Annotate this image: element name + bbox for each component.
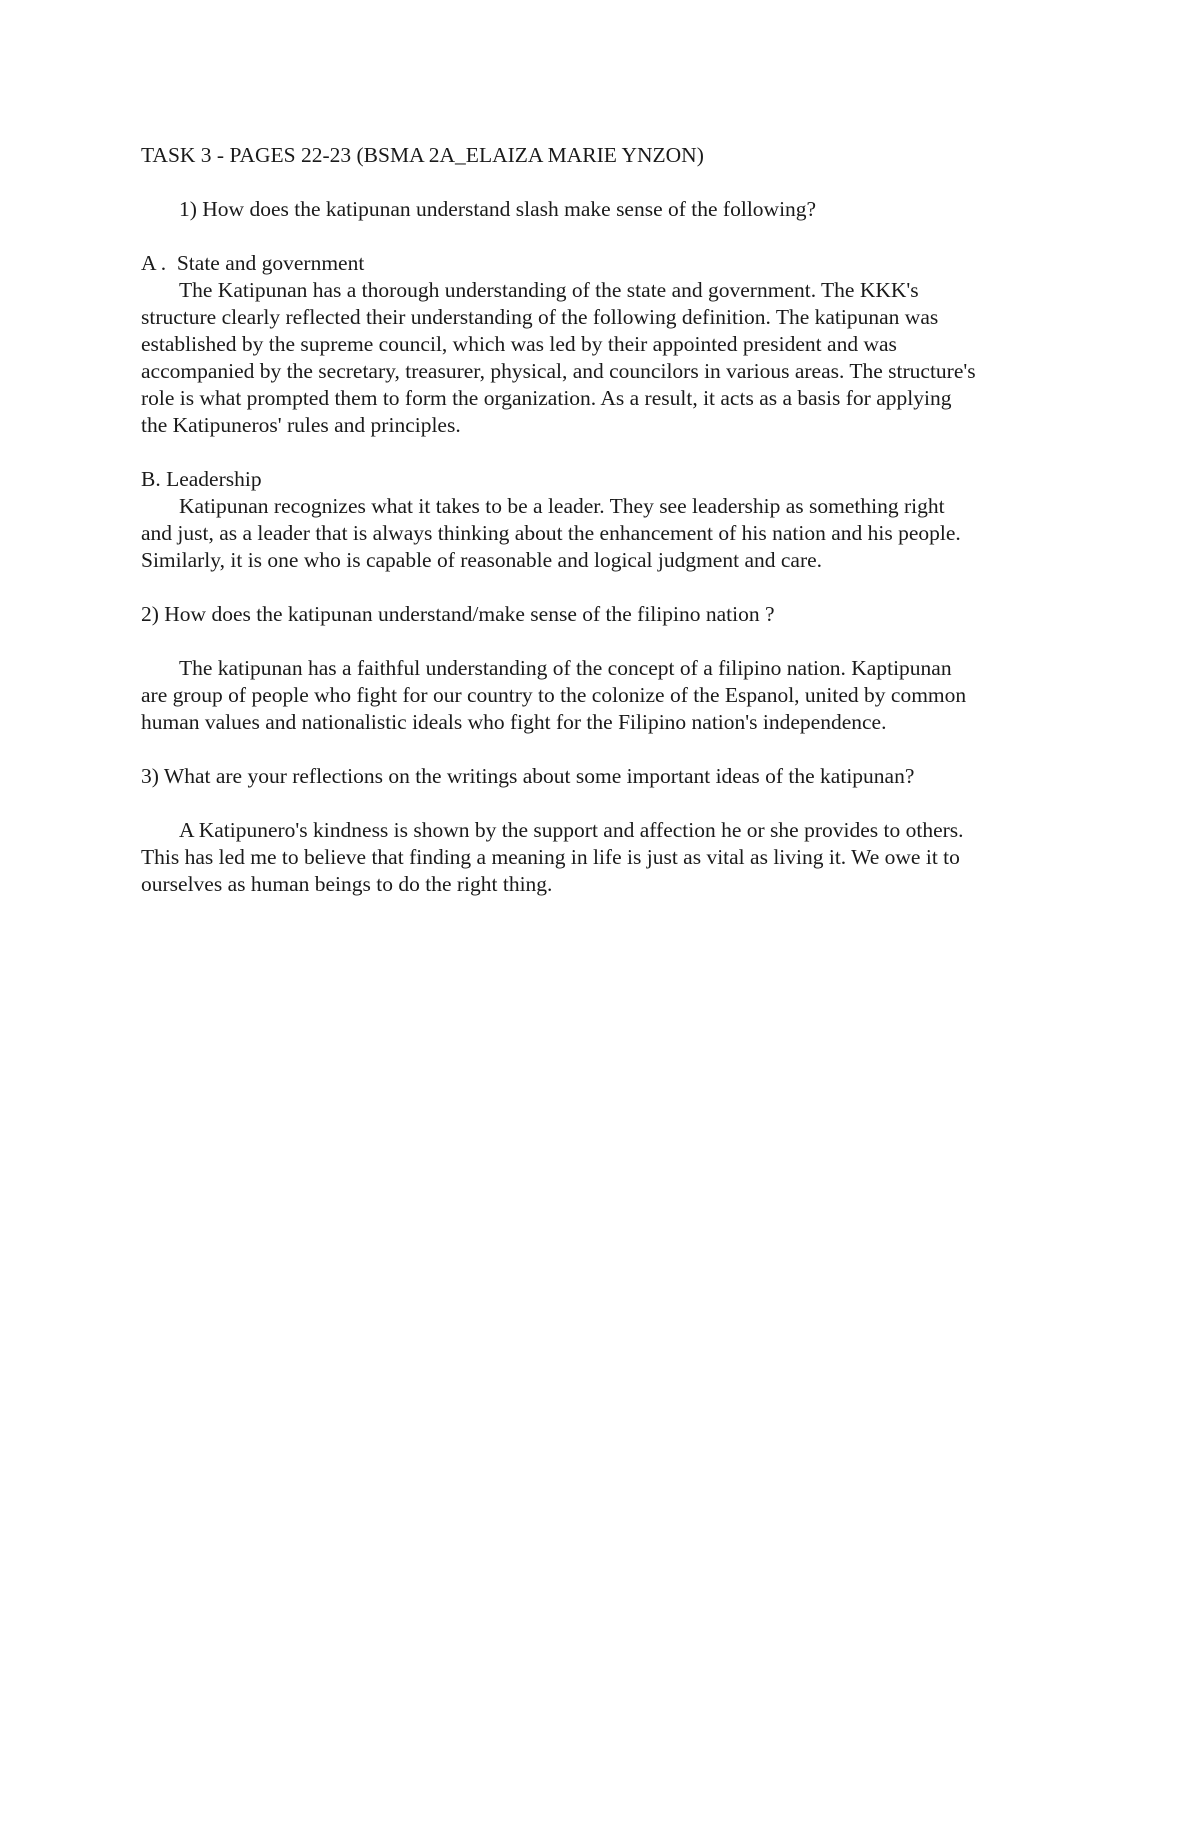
answer-2-line: human values and nationalistic ideals who fight for the Filipino nation's independence. xyxy=(141,710,887,734)
section-a-line: role is what prompted them to form the organization. As a result, it acts as a basis for applying xyxy=(141,386,952,410)
section-a-line: established by the supreme council, which was led by their appointed president and was xyxy=(141,332,897,356)
question-2: 2) How does the katipunan understand/make sense of the filipino nation ? xyxy=(141,602,775,626)
spacer xyxy=(141,439,1071,466)
section-a-paragraph xyxy=(141,277,1071,439)
answer-3-line: A Katipunero's kindness is shown by the support and affection he or she provides to others. xyxy=(179,818,964,842)
question-3: 3) What are your reflections on the writings about some important ideas of the katipunan? xyxy=(141,764,915,788)
section-b-line: Similarly, it is one who is capable of reasonable and logical judgment and care. xyxy=(141,548,823,572)
section-a-line: the Katipuneros' rules and principles. xyxy=(141,413,461,437)
section-b-line: Katipunan recognizes what it takes to be a leader. They see leadership as something right xyxy=(179,494,945,518)
section-a-line: accompanied by the secretary, treasurer, physical, and councilors in various areas. The structure's xyxy=(141,359,976,383)
document-title: TASK 3 - PAGES 22-23 (BSMA 2A_ELAIZA MARIE YNZON) xyxy=(141,143,704,167)
section-b-line: and just, as a leader that is always thinking about the enhancement of his nation and his people. xyxy=(141,521,961,545)
spacer xyxy=(141,628,1071,655)
answer-2-line: are group of people who fight for our country to the colonize of the Espanol, united by common xyxy=(141,683,967,707)
answer-3-paragraph xyxy=(141,817,1071,898)
section-b-paragraph xyxy=(141,493,1071,574)
answer-2-paragraph xyxy=(141,655,1071,736)
question-1: 1) How does the katipunan understand slash make sense of the following? xyxy=(179,197,817,221)
answer-3-line: This has led me to believe that finding a meaning in life is just as vital as living it. We owe it to xyxy=(141,845,960,869)
section-b-heading: B. Leadership xyxy=(141,467,262,491)
spacer xyxy=(141,736,1071,763)
spacer xyxy=(141,574,1071,601)
answer-3-line: ourselves as human beings to do the right thing. xyxy=(141,872,553,896)
section-a-heading: A . State and government xyxy=(141,251,365,275)
section-a-line: structure clearly reflected their understanding of the following definition. The katipunan was xyxy=(141,305,939,329)
answer-2-line: The katipunan has a faithful understanding of the concept of a filipino nation. Kaptipunan xyxy=(179,656,952,680)
section-a-line: The Katipunan has a thorough understanding of the state and government. The KKK's xyxy=(179,278,919,302)
spacer xyxy=(141,790,1071,817)
document-body xyxy=(141,142,1071,898)
